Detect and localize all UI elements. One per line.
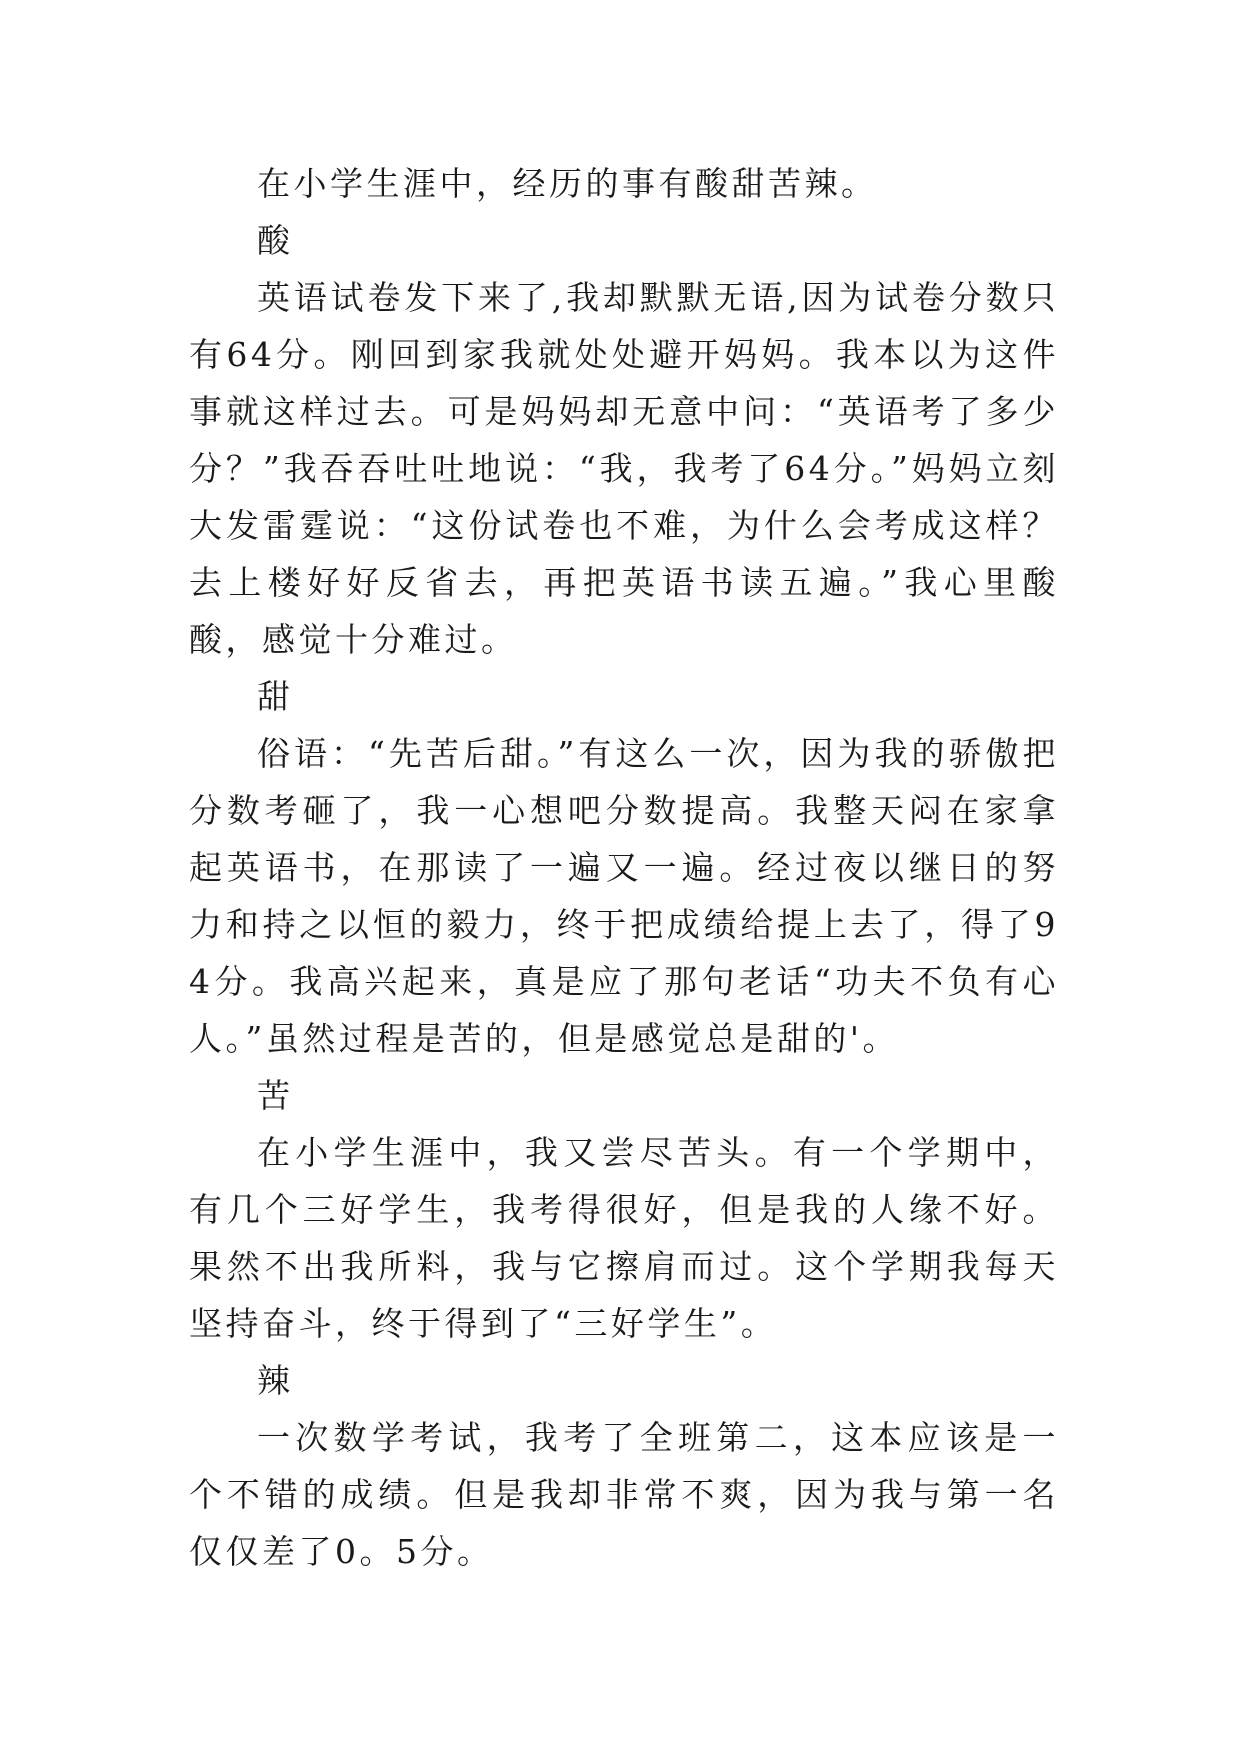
bitter-paragraph: 在小学生涯中，我又尝尽苦头。有一个学期中，有几个三好学生，我考得很好，但是我的人缘不好。果然不出我所料，我与它擦肩而过。这个学期我每天坚持奋斗，终于得到了“三好学生”。 [189,1133,1059,1343]
section-heading-sweet: 甜 [257,677,294,716]
sour-paragraph: 英语试卷发下来了,我却默默无语,因为试卷分数只有64分。刚回到家我就处处避开妈妈。我本以为这件事就这样过去。可是妈妈却无意中问：“英语考了多少分？”我吞吞吐吐地说：“我，我考了64分。”妈妈立刻大发雷霆说：“这份试卷也不难，为什么会考成这样？去上楼好好反省去，再把英语书读五遍。”我心里酸酸，感觉十分难过。 [189,278,1059,659]
intro-paragraph: 在小学生涯中，经历的事有酸甜苦辣。 [257,164,878,203]
section-heading-sour: 酸 [257,221,294,260]
section-heading-bitter: 苦 [257,1076,294,1115]
sweet-paragraph: 俗语：“先苦后甜。”有这么一次，因为我的骄傲把分数考砸了，我一心想吧分数提高。我整天闷在家拿起英语书，在那读了一遍又一遍。经过夜以继日的努力和持之以恒的毅力，终于把成绩给提上去了，得了94分。我高兴起来，真是应了那句老话“功夫不负有心人。”虽然过程是苦的，但是感觉总是甜的'。 [189,734,1059,1058]
spicy-paragraph: 一次数学考试，我考了全班第二，这本应该是一个不错的成绩。但是我却非常不爽，因为我与第一名仅仅差了0。5分。 [189,1418,1059,1571]
document-page [189,155,1059,1580]
section-heading-spicy: 辣 [257,1361,294,1400]
